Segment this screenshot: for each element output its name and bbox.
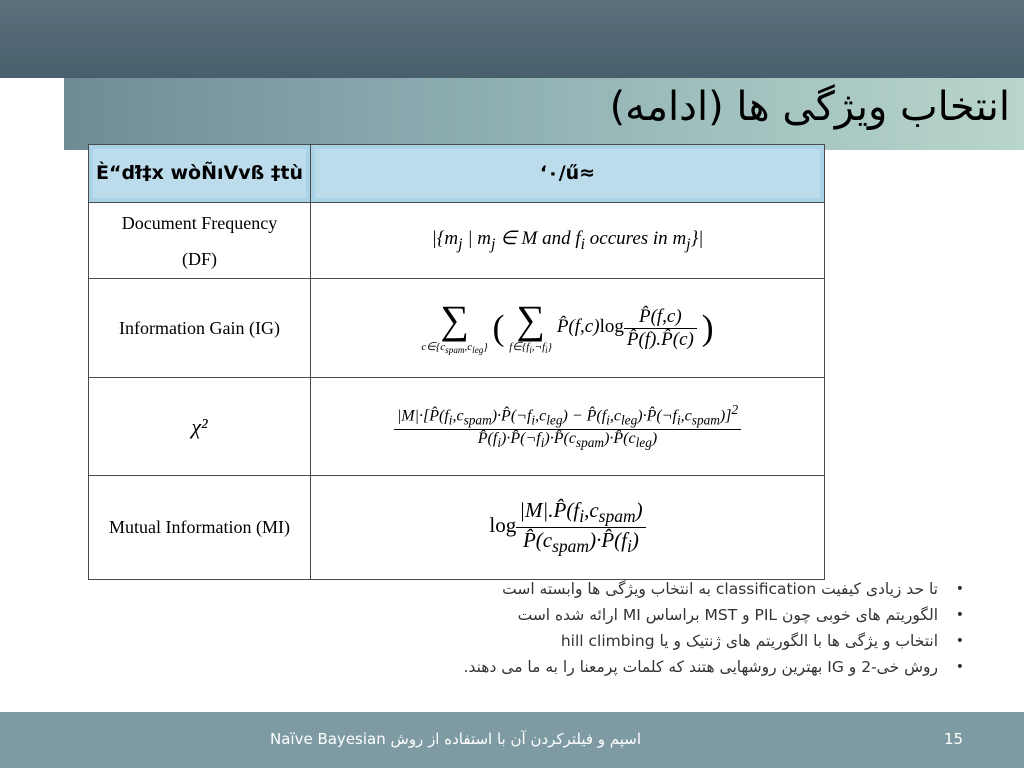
formula-chi-square: $\frac{|M|\cdot[P̂(f_i,c_{spam})\cdot P̂(\neg f_i,c_{leg}) - P̂(f_i,c_{leg})\cdot P̂(\neg f_i,c_{spam})]^2}{P̂(f_i)\cdot P̂(\neg f_i)\cdot P̂(c_{spam})\cdot P̂(c_{leg})}$ [311, 378, 825, 476]
method-name: Mutual Information (MI) [89, 476, 311, 580]
method-name: χ² [89, 378, 311, 476]
list-item: • انتخاب و یژگی ها با الگوریتم های ژنتیک و یا hill climbing [560, 632, 964, 650]
table-row [89, 279, 825, 378]
list-item: • روش خی-2 و IG بهترین روشهایی هتند که کلمات پرمعنا را به ما می دهند. [463, 658, 964, 676]
formula-mi: log $\frac{|M|.P̂(f_i,c_{spam})}{P̂(c_{spam})\cdot P̂(f_i)}$ [311, 476, 825, 580]
bullet-list [298, 576, 964, 680]
slide-title: انتخاب ویژگی ها (ادامه) [609, 84, 1010, 130]
footer-bar [0, 712, 1024, 768]
formula-ig: ∑ $c\in\{c_{spam},c_{leg}\}$ ( ∑ $f\in\{f_i,\neg f_i\}$ P̂(f,c)log $\frac{P̂(f,c)}{P̂(f).P̂(c)}$ ) [311, 279, 825, 378]
table-row [89, 476, 825, 580]
list-item: • الگوریتم های خوبی چون PIL و MST براساس MI ارائه شده است [517, 606, 964, 624]
footer-title: اسپم و فیلترکردن آن با استفاده از روش Naïve Bayesian [270, 730, 642, 748]
header-formula: ‘٠/ű≈ [311, 145, 825, 203]
header-method: È“ďł‡x wòÑıVvß ‡tù [89, 145, 311, 203]
formula-df: $|\{m_j$ | $m_j$ ∈ M and $f_i$ occures in $m_j\}|$ [311, 203, 825, 279]
table-row [89, 378, 825, 476]
feature-selection-table [88, 144, 825, 580]
method-name: Information Gain (IG) [89, 279, 311, 378]
title-band [64, 78, 1024, 150]
top-banner [0, 0, 1024, 78]
table-row [89, 203, 825, 279]
method-name: Document Frequency (DF) [89, 203, 311, 279]
list-item: • تا حد زیادی کیفیت classification به انتخاب ویژگی ها وابسته است [502, 580, 964, 598]
page-number: 15 [944, 730, 964, 748]
